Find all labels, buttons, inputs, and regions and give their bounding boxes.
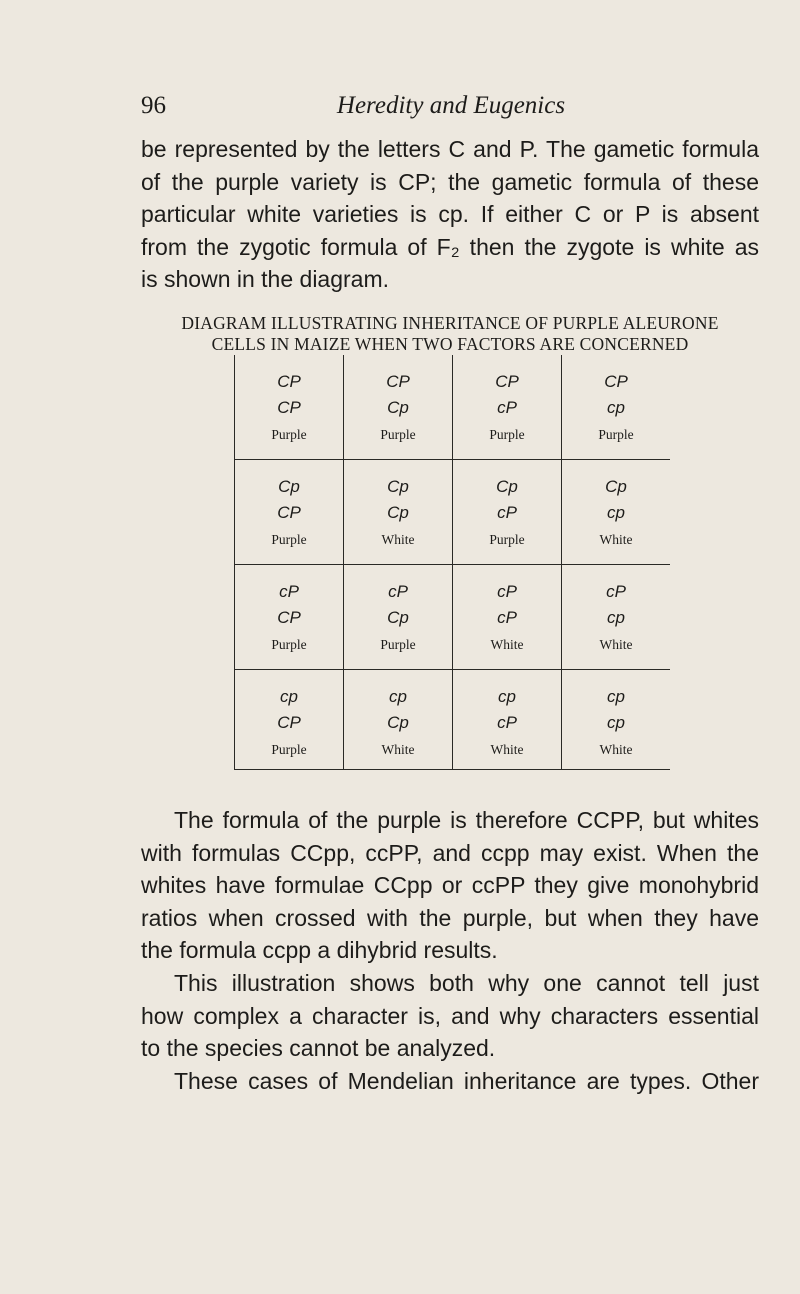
paragraph-illustration	[141, 967, 759, 1065]
diagram-cell	[235, 355, 344, 460]
gamete-formula-bottom: CP	[277, 608, 301, 627]
diagram-cell	[344, 565, 453, 670]
gamete-formula-top: CP	[495, 372, 519, 391]
text-line: how complex a character is, and why characters essential	[141, 1002, 759, 1029]
gamete-formula-bottom: CP	[277, 713, 301, 732]
gamete-formula-top: Cp	[496, 477, 518, 496]
gamete-formula-top: cP	[279, 582, 299, 601]
diagram-row	[235, 565, 671, 670]
phenotype-label: Purple	[271, 427, 307, 442]
phenotype-label: Purple	[380, 637, 416, 652]
text-line: whites have formulae CCpp or ccPP they give monohybrid	[141, 872, 759, 899]
diagram-row	[235, 670, 671, 770]
paragraph-mendelian	[141, 1065, 759, 1098]
diagram-cell	[453, 670, 562, 770]
gamete-formula-top: Cp	[605, 477, 627, 496]
diagram-cell	[235, 670, 344, 770]
diagram-cell	[235, 565, 344, 670]
gamete-formula-bottom: cP	[497, 503, 517, 522]
text-line: of the purple variety is CP; the gametic formula of these	[141, 168, 759, 195]
diagram-cell	[453, 565, 562, 670]
diagram-cell	[344, 460, 453, 565]
gamete-formula-bottom: Cp	[387, 713, 409, 732]
gamete-formula-top: cp	[498, 687, 516, 706]
gamete-formula-bottom: Cp	[387, 503, 409, 522]
phenotype-label: White	[490, 637, 524, 652]
gamete-formula-bottom: cp	[607, 713, 625, 732]
gamete-formula-top: Cp	[387, 477, 409, 496]
gamete-formula-top: cp	[607, 687, 625, 706]
text-line: These cases of Mendelian inheritance are types. Other	[174, 1068, 759, 1094]
gamete-formula-bottom: cp	[607, 503, 625, 522]
gamete-formula-top: cP	[497, 582, 517, 601]
gamete-formula-bottom: CP	[277, 398, 301, 417]
phenotype-label: White	[599, 637, 633, 652]
diagram-cell	[344, 670, 453, 770]
text-line: the formula ccpp a dihybrid results.	[141, 937, 498, 964]
gamete-formula-top: cp	[389, 687, 407, 706]
caption-line: CELLS IN MAIZE WHEN TWO FACTORS ARE CONCERNED	[211, 334, 689, 354]
text-line: ratios when crossed with the purple, but when they have	[141, 904, 759, 931]
inheritance-diagram	[234, 355, 670, 770]
text-line: is shown in the diagram.	[141, 266, 390, 293]
paragraph-intro	[141, 133, 759, 296]
paragraph-formulas	[141, 804, 759, 967]
diagram-cell	[562, 355, 671, 460]
gamete-formula-top: cP	[388, 582, 408, 601]
diagram-row	[235, 355, 671, 460]
diagram-cell	[235, 460, 344, 565]
phenotype-label: White	[599, 532, 633, 547]
phenotype-label: White	[381, 742, 415, 757]
diagram-cell	[453, 460, 562, 565]
phenotype-label: Purple	[271, 532, 307, 547]
gamete-formula-bottom: CP	[277, 503, 301, 522]
phenotype-label: Purple	[598, 427, 634, 442]
page-number: 96	[141, 92, 166, 119]
running-header	[141, 92, 761, 122]
text-line: particular white varieties is cp. If either C or P is absent	[141, 201, 759, 228]
phenotype-label: White	[381, 532, 415, 547]
diagram-cell	[453, 355, 562, 460]
phenotype-label: Purple	[271, 742, 307, 757]
diagram-cell	[344, 355, 453, 460]
gamete-formula-top: cP	[606, 582, 626, 601]
text-line: from the zygotic formula of F₂ then the zygote is white as	[141, 233, 759, 260]
diagram-row	[235, 460, 671, 565]
text-line: The formula of the purple is therefore CCPP, but whites	[174, 807, 759, 833]
phenotype-label: White	[490, 742, 524, 757]
caption-line: DIAGRAM ILLUSTRATING INHERITANCE OF PURPLE ALEURONE	[181, 313, 719, 333]
gamete-formula-top: cp	[280, 687, 298, 706]
phenotype-label: Purple	[489, 427, 525, 442]
diagram-cell	[562, 565, 671, 670]
text-line: This illustration shows both why one cannot tell just	[174, 970, 759, 996]
diagram-caption	[128, 313, 772, 355]
gamete-formula-bottom: cp	[607, 398, 625, 417]
gamete-formula-bottom: Cp	[387, 608, 409, 627]
gamete-formula-bottom: cp	[607, 608, 625, 627]
phenotype-label: Purple	[380, 427, 416, 442]
gamete-formula-bottom: cP	[497, 398, 517, 417]
gamete-formula-bottom: cP	[497, 713, 517, 732]
gamete-formula-top: Cp	[278, 477, 300, 496]
text-line: be represented by the letters C and P. The gametic formula	[141, 136, 759, 162]
phenotype-label: White	[599, 742, 633, 757]
phenotype-label: Purple	[489, 532, 525, 547]
diagram-cell	[562, 460, 671, 565]
text-line: to the species cannot be analyzed.	[141, 1035, 496, 1062]
gamete-formula-bottom: cP	[497, 608, 517, 627]
diagram-cell	[562, 670, 671, 770]
text-line: with formulas CCpp, ccPP, and ccpp may exist. When the	[141, 839, 759, 866]
gamete-formula-top: CP	[604, 372, 628, 391]
gamete-formula-top: CP	[386, 372, 410, 391]
gamete-formula-bottom: Cp	[387, 398, 409, 417]
phenotype-label: Purple	[271, 637, 307, 652]
running-title: Heredity and Eugenics	[336, 92, 566, 119]
gamete-formula-top: CP	[277, 372, 301, 391]
